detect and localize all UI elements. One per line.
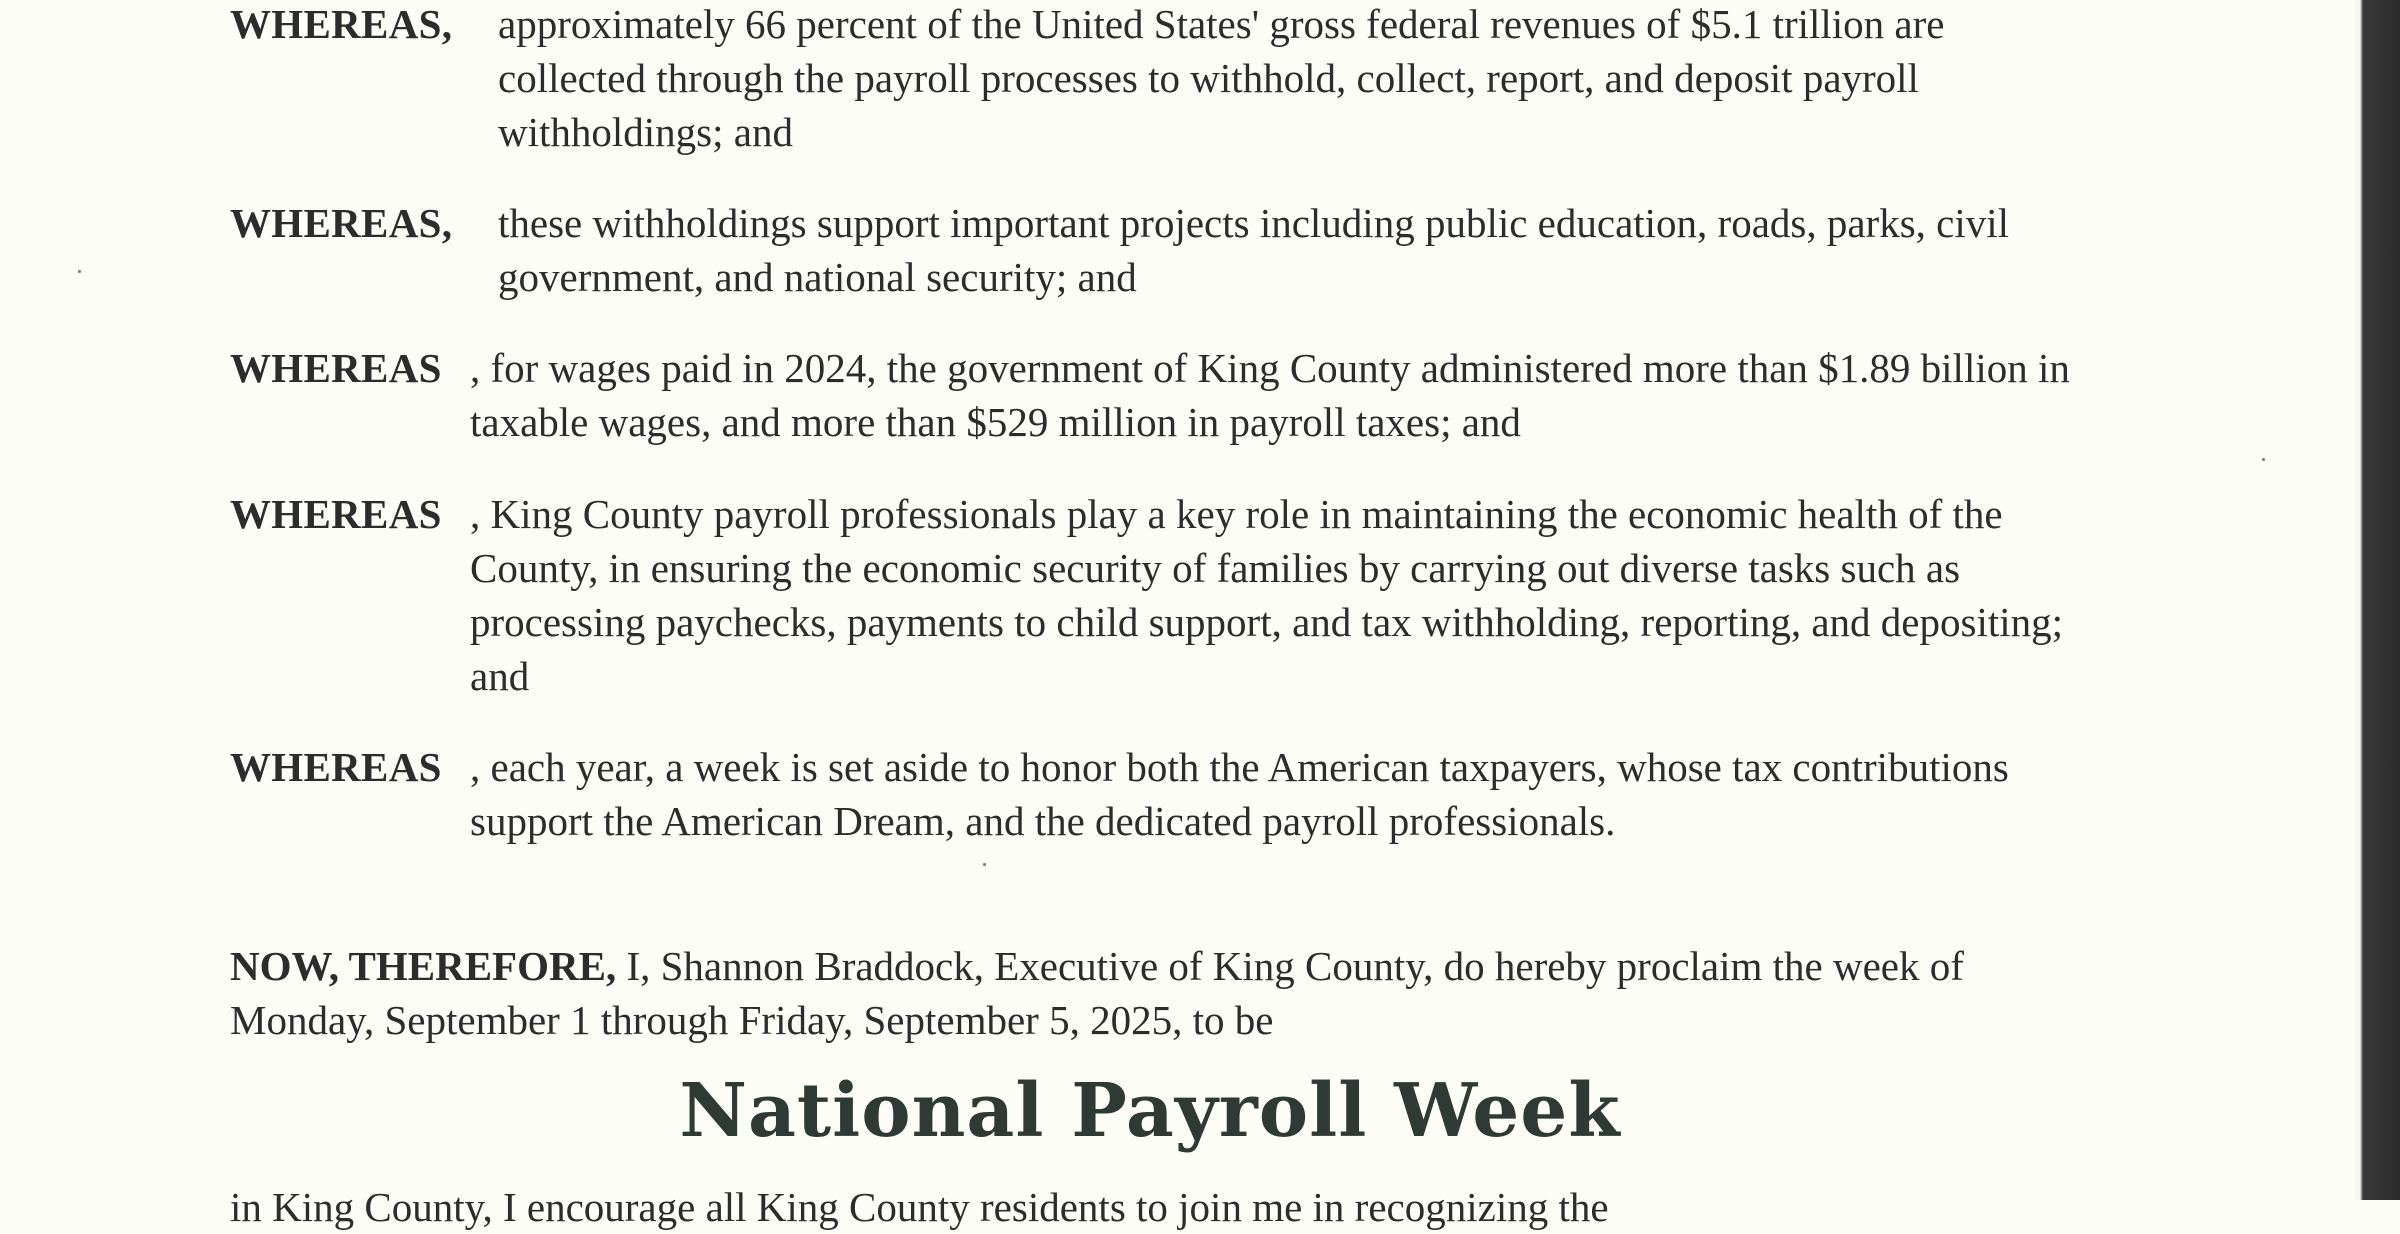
scan-edge (2354, 0, 2400, 1200)
therefore-text: I, Shannon Braddock, Executive of King County, do hereby proclaim the week of Monday, September 1 through Friday, September 5, 2025, to be (230, 943, 1964, 1043)
whereas-keyword: WHEREAS (230, 744, 442, 790)
therefore-keyword: NOW, THEREFORE, (230, 943, 617, 989)
scan-speck (983, 863, 986, 866)
scan-speck (2262, 458, 2265, 461)
whereas-text: , each year, a week is set aside to honor both the American taxpayers, whose tax contributions support the American Dream, and the dedicated payroll professionals. (470, 744, 2009, 844)
whereas-clause-2 (230, 196, 2080, 304)
whereas-clause-4 (230, 487, 2080, 703)
scan-speck (78, 270, 81, 273)
whereas-clause-3 (230, 341, 2080, 449)
whereas-clause-5 (230, 740, 2080, 848)
whereas-text: , King County payroll professionals play a key role in maintaining the economic health of the County, in ensuring the economic security of families by carrying out diverse tasks such as processing paychecks, payments to child support, and tax withholding, reporting, and depositing; and (470, 491, 2064, 699)
whereas-text: these withholdings support important projects including public education, roads, parks, civil government, and national security; and (498, 200, 2010, 300)
therefore-clause (230, 939, 2080, 1047)
proclamation-title: National Payroll Week (679, 1068, 1621, 1154)
whereas-keyword: WHEREAS (230, 491, 442, 537)
whereas-keyword: WHEREAS, (230, 1, 453, 47)
whereas-keyword: WHEREAS, (230, 200, 453, 246)
whereas-text: approximately 66 percent of the United States' gross federal revenues of $5.1 trillion are collected through the payroll processes to withhold, collect, report, and deposit payroll withholdings; and (498, 1, 1945, 155)
cut-off-line: in King County, I encourage all King County residents to join me in recognizing the (230, 1184, 1609, 1230)
whereas-text: , for wages paid in 2024, the government of King County administered more than $1.89 billion in taxable wages, and more than $529 million in payroll taxes; and (470, 345, 2070, 445)
whereas-clause-1 (230, 0, 2080, 159)
whereas-keyword: WHEREAS (230, 345, 442, 391)
